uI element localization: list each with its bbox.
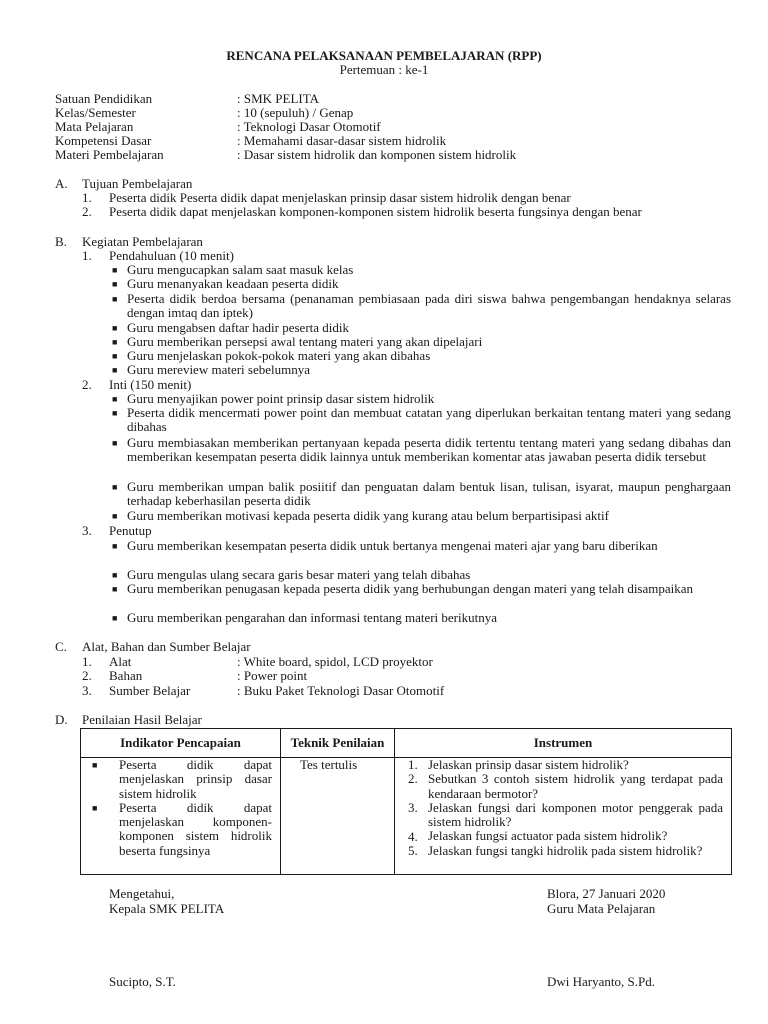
resource-value: : Buku Paket Teknologi Dasar Otomotif <box>237 683 445 698</box>
list-number: 2. <box>408 771 418 787</box>
bullet-icon: ■ <box>112 482 118 492</box>
list-number: 1. <box>82 654 92 669</box>
activity-item: Guru menyajikan power point prinsip dasar sistem hidrolik <box>127 391 435 406</box>
indicator-cell <box>81 758 281 875</box>
bullet-icon: ■ <box>112 337 118 347</box>
activity-item: Guru memberikan persepsi awal tentang materi yang akan dipelajari <box>127 334 483 349</box>
instrument-cell <box>395 758 732 875</box>
header-technique: Teknik Penilaian <box>281 729 395 758</box>
objective-item: Peserta didik Peserta didik dapat menjelaskan prinsip dasar sistem hidrolik dengan benar <box>109 190 571 205</box>
resource-label: Sumber Belajar <box>109 683 191 698</box>
indicator-item: Peserta didik dapat menjelaskan prinsip dasar sistem hidrolik <box>119 757 272 801</box>
bullet-icon: ■ <box>112 323 118 333</box>
list-number: 2. <box>82 204 92 219</box>
activity-item: Guru mereview materi sebelumnya <box>127 362 311 377</box>
signature-left-role: Kepala SMK PELITA <box>109 901 225 916</box>
bullet-icon: ■ <box>112 365 118 375</box>
identity-label: Kompetensi Dasar <box>55 133 152 148</box>
header-instrument: Instrumen <box>395 729 732 758</box>
list-number: 1. <box>82 248 92 263</box>
bullet-icon: ■ <box>112 294 118 304</box>
meeting-number: Pertemuan : ke-1 <box>339 62 429 77</box>
bullet-icon: ■ <box>112 584 118 594</box>
section-a-title: Tujuan Pembelajaran <box>82 176 193 191</box>
signature-left-name: Sucipto, S.T. <box>109 974 176 989</box>
signature-right-role: Guru Mata Pelajaran <box>547 901 656 916</box>
list-number: 3. <box>82 523 92 538</box>
list-number: 5. <box>408 842 418 858</box>
signature-right-name: Dwi Haryanto, S.Pd. <box>547 974 655 989</box>
list-number: 2. <box>82 668 92 683</box>
section-b-letter: B. <box>55 234 67 249</box>
instrument-item: Jelaskan prinsip dasar sistem hidrolik? <box>428 757 629 772</box>
assessment-table <box>80 728 732 875</box>
signature-left-line1: Mengetahui, <box>109 886 175 901</box>
instrument-item: Jelaskan fungsi tangki hidrolik pada sistem hidrolik? <box>428 842 703 858</box>
document-title: RENCANA PELAKSANAAN PEMBELAJARAN (RPP) <box>226 48 542 63</box>
indicator-item: Peserta didik dapat menjelaskan komponen-komponen sistem hidrolik beserta fungsinya <box>119 799 272 858</box>
bullet-icon: ■ <box>112 438 118 448</box>
identity-label: Mata Pelajaran <box>55 119 134 134</box>
instrument-item: Jelaskan fungsi actuator pada sistem hidrolik? <box>428 828 668 844</box>
section-b-title: Kegiatan Pembelajaran <box>82 234 203 249</box>
identity-label: Kelas/Semester <box>55 105 136 120</box>
signature-right-date: Blora, 27 Januari 2020 <box>547 886 666 901</box>
objective-item: Peserta didik dapat menjelaskan komponen-komponen sistem hidrolik beserta fungsinya dengan benar <box>109 204 642 219</box>
instrument-item: Jelaskan fungsi dari komponen motor penggerak pada sistem hidrolik? <box>428 799 723 830</box>
activity-item: Guru memberikan kesempatan peserta didik untuk bertanya mengenai materi ajar yang baru diberikan <box>127 538 658 553</box>
bullet-icon: ■ <box>112 613 118 623</box>
technique-cell <box>281 758 395 875</box>
activity-item: Guru mengabsen daftar hadir peserta didik <box>127 320 350 335</box>
identity-label: Satuan Pendidikan <box>55 91 153 106</box>
table-row <box>81 758 732 875</box>
technique-value: Tes tertulis <box>300 757 358 772</box>
activity-item: Guru mengulas ulang secara garis besar materi yang telah dibahas <box>127 567 471 582</box>
activity-item: Guru mengucapkan salam saat masuk kelas <box>127 262 354 277</box>
activity-item: Guru memberikan pengarahan dan informasi tentang materi berikutnya <box>127 610 498 625</box>
list-number: 3. <box>82 683 92 698</box>
header-indicator: Indikator Pencapaian <box>81 729 281 758</box>
section-d-title: Penilaian Hasil Belajar <box>82 712 202 727</box>
list-number: 2. <box>82 377 92 392</box>
bullet-icon: ■ <box>92 803 98 813</box>
activity-item: Guru memberikan umpan balik posiitif dan penguatan dalam bentuk lisan, tulisan, isyarat, maupun penghargaan terhadap keberhasilan peserta didik <box>127 479 731 509</box>
resource-value: : Power point <box>237 668 308 683</box>
phase-title: Inti (150 menit) <box>109 377 192 392</box>
activity-item: Peserta didik mencermati power point dan membuat catatan yang diperlukan berkaitan tentang materi yang sedang dibahas <box>127 405 731 435</box>
activity-item: Peserta didik berdoa bersama (penanaman pembiasaan pada diri siswa bahwa pengembangan hendaknya selaras dengan imtaq dan iptek) <box>127 291 731 321</box>
section-c-title: Alat, Bahan dan Sumber Belajar <box>82 639 251 654</box>
list-number: 1. <box>82 190 92 205</box>
identity-value: : SMK PELITA <box>237 91 320 106</box>
identity-label: Materi Pembelajaran <box>55 147 164 162</box>
instrument-item: Sebutkan 3 contoh sistem hidrolik yang terdapat pada kendaraan bermotor? <box>428 771 723 801</box>
phase-title: Penutup <box>109 523 152 538</box>
bullet-icon: ■ <box>112 541 118 551</box>
identity-value: : Teknologi Dasar Otomotif <box>237 119 381 134</box>
identity-value: : Dasar sistem hidrolik dan komponen sistem hidrolik <box>237 147 517 162</box>
section-a-letter: A. <box>55 176 68 191</box>
identity-value: : 10 (sepuluh) / Genap <box>237 105 354 120</box>
resource-label: Alat <box>109 654 132 669</box>
bullet-icon: ■ <box>112 570 118 580</box>
bullet-icon: ■ <box>112 279 118 289</box>
activity-item: Guru menanyakan keadaan peserta didik <box>127 276 339 291</box>
activity-item: Guru memberikan motivasi kepada peserta didik yang kurang atau belum berpartisipasi aktif <box>127 508 609 523</box>
resource-value: : White board, spidol, LCD proyektor <box>237 654 433 669</box>
list-number: 4. <box>408 828 418 844</box>
identity-value: : Memahami dasar-dasar sistem hidrolik <box>237 133 447 148</box>
section-d-letter: D. <box>55 712 68 727</box>
bullet-icon: ■ <box>112 408 118 418</box>
bullet-icon: ■ <box>112 351 118 361</box>
activity-item: Guru membiasakan memberikan pertanyaan kepada peserta didik tertentu tentang materi yang sedang dibahas dan memberikan kesempatan peserta didik lainnya untuk memberikan komentar atas jawaban peserta didik tersebut <box>127 435 731 465</box>
phase-title: Pendahuluan (10 menit) <box>109 248 234 263</box>
section-c-letter: C. <box>55 639 67 654</box>
table-header-row <box>81 729 732 758</box>
activity-item: Guru menjelaskan pokok-pokok materi yang akan dibahas <box>127 348 431 363</box>
bullet-icon: ■ <box>112 394 118 404</box>
list-number: 1. <box>408 757 418 772</box>
list-number: 3. <box>408 799 418 815</box>
bullet-icon: ■ <box>112 265 118 275</box>
resource-label: Bahan <box>109 668 143 683</box>
bullet-icon: ■ <box>112 511 118 521</box>
activity-item: Guru memberikan penugasan kepada peserta didik yang berhubungan dengan materi yang telah disampaikan <box>127 581 694 596</box>
bullet-icon: ■ <box>92 760 98 770</box>
